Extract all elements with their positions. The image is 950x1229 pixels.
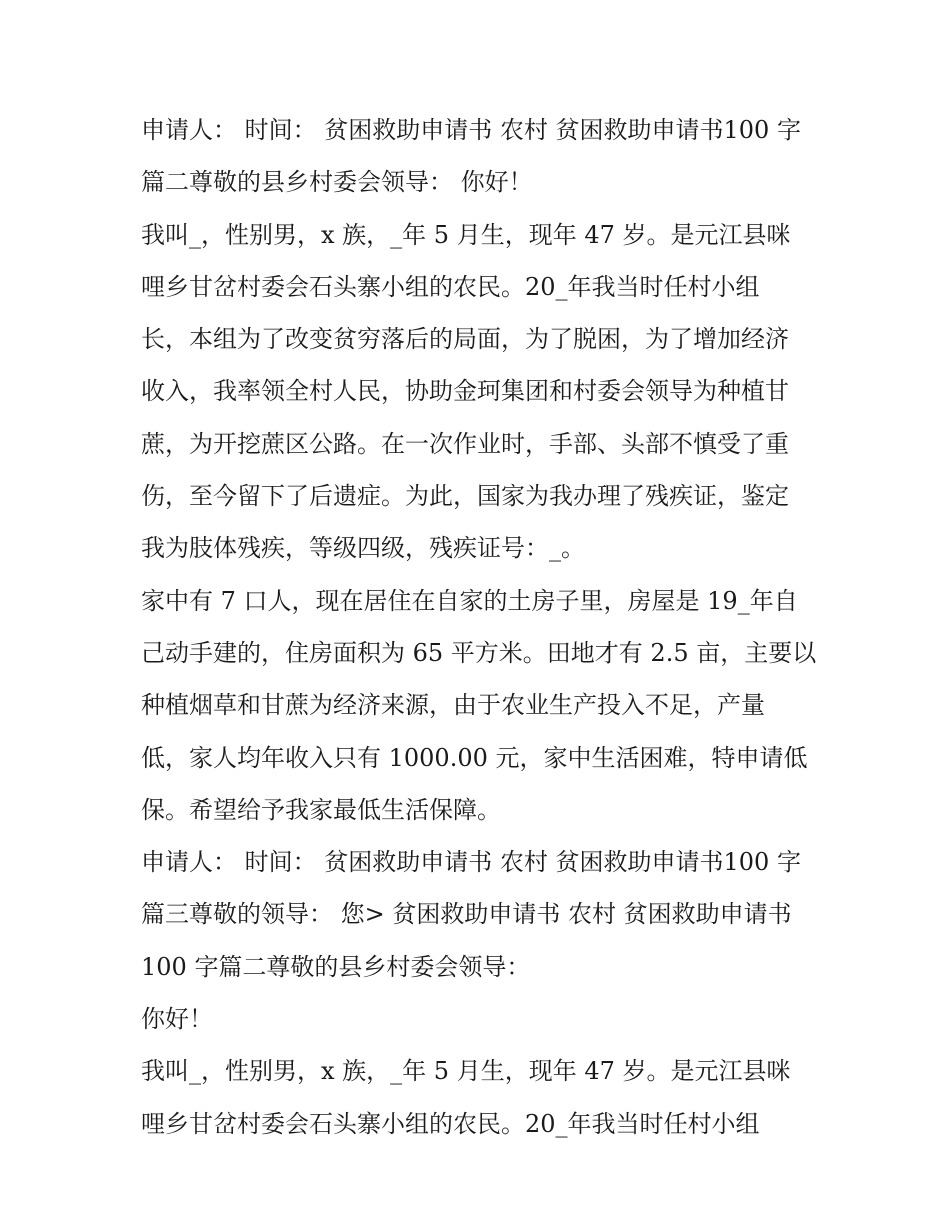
text-line: 家中有 7 口人，现在居住在自家的土房子里，房屋是 19_年自 (141, 586, 798, 615)
text-line: 长，本组为了改变贫穷落后的局面，为了脱困，为了增加经济 (141, 325, 789, 354)
text-line: 收入，我率领全村人民，协助金珂集团和村委会领导为种植甘 (141, 377, 789, 406)
text-line: 低，家人均年收入只有 1000.00 元，家中生活困难，特申请低 (141, 743, 808, 772)
text-line: 我为肢体残疾，等级四级，残疾证号：_。 (141, 534, 585, 563)
document-body (141, 107, 821, 1153)
text-line: 篇二尊敬的县乡村委会领导： 你好！ (141, 168, 533, 197)
text-line: 己动手建的，住房面积为 65 平方米。田地才有 2.5 亩，主要以 (141, 638, 817, 667)
text-line: 保。希望给予我家最低生活保障。 (141, 795, 501, 824)
text-line: 100 字篇二尊敬的县乡村委会领导： (141, 952, 531, 981)
text-line: 哩乡甘岔村委会石头寨小组的农民。20_年我当时任村小组 (141, 1109, 760, 1138)
text-line: 我叫_，性别男，x 族，_年 5 月生，现年 47 岁。是元江县咪 (141, 220, 791, 249)
text-line: 你好！ (141, 1005, 213, 1034)
text-line: 种植烟草和甘蔗为经济来源，由于农业生产投入不足，产量 (141, 691, 765, 720)
text-line: 申请人： 时间： 贫困救助申请书 农村 贫困救助申请书100 字 (141, 116, 801, 144)
text-line: 伤，至今留下了后遗症。为此，国家为我办理了残疾证，鉴定 (141, 482, 789, 511)
text-line: 哩乡甘岔村委会石头寨小组的农民。20_年我当时任村小组 (141, 272, 760, 301)
text-line: 我叫_，性别男，x 族，_年 5 月生，现年 47 岁。是元江县咪 (141, 1057, 791, 1086)
text-line: 篇三尊敬的领导： 您> 贫困救助申请书 农村 贫困救助申请书 (141, 900, 792, 929)
text-line: 蔗，为开挖蔗区公路。在一次作业时，手部、头部不慎受了重 (141, 429, 789, 458)
text-line: 申请人： 时间： 贫困救助申请书 农村 贫困救助申请书100 字 (141, 848, 801, 877)
